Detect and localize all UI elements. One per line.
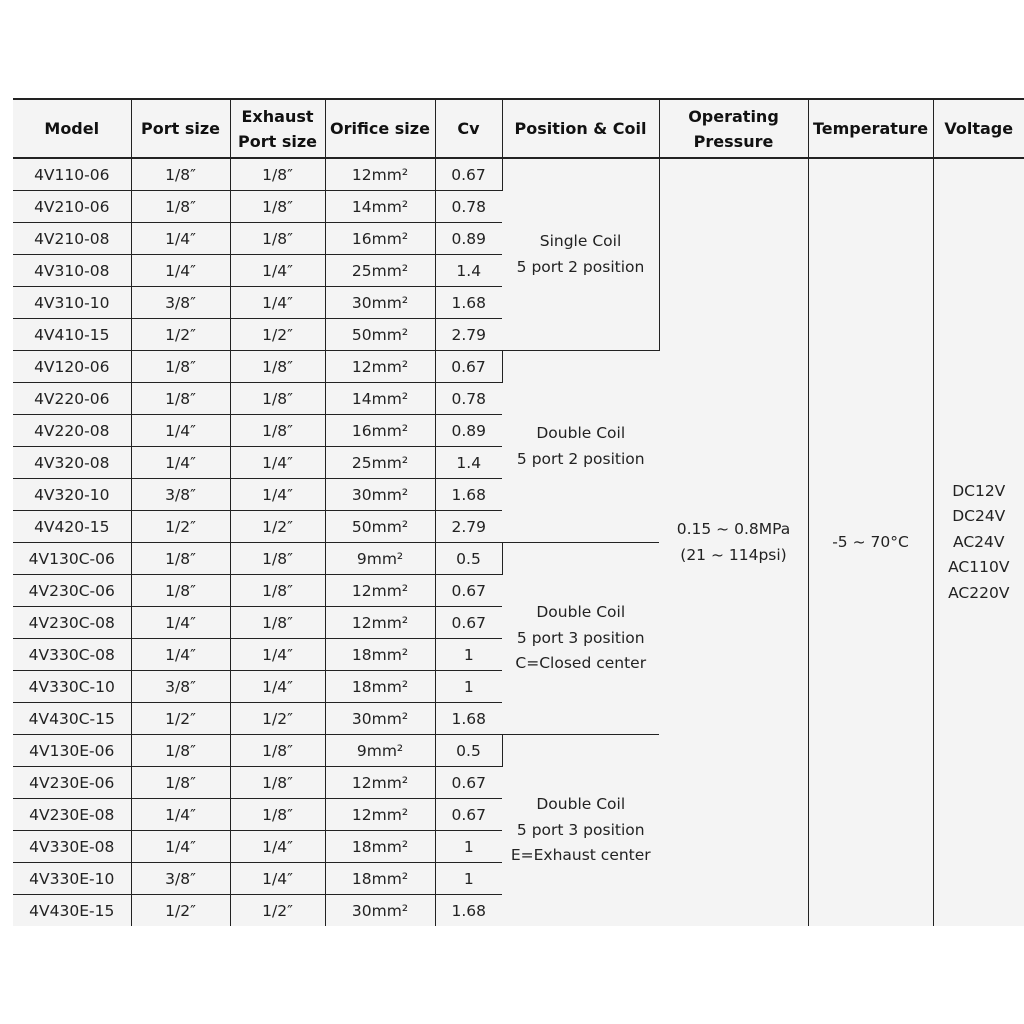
position-coil-line: Double Coil [536,424,626,442]
voltage-line: DC12V [952,481,1006,500]
cv-cell: 1.4 [435,447,502,479]
model-cell: 4V310-08 [13,255,131,287]
port-size-cell: 1/4″ [131,607,230,639]
orifice-size-cell: 12mm² [325,767,435,799]
position-coil-line: 5 port 3 position [516,820,645,839]
cv-cell: 0.67 [435,351,502,383]
operating-pressure-cell [659,158,808,926]
position-coil-line: 5 port 2 position [516,257,645,276]
model-cell: 4V110-06 [13,158,131,191]
orifice-size-cell: 30mm² [325,479,435,511]
header-exhaust-line-2: Port size [238,131,317,151]
port-size-cell: 1/8″ [131,351,230,383]
orifice-size-cell: 14mm² [325,191,435,223]
exhaust-port-cell: 1/4″ [230,863,325,895]
exhaust-port-cell: 1/8″ [230,158,325,191]
exhaust-port-cell: 1/8″ [230,767,325,799]
port-size-cell: 1/4″ [131,255,230,287]
cv-cell: 0.78 [435,383,502,415]
operating-pressure-line: (21 ~ 114psi) [680,545,787,564]
model-cell: 4V410-15 [13,319,131,351]
position-coil-line: Single Coil [539,232,622,250]
cv-cell: 0.67 [435,799,502,831]
cv-cell: 1 [435,831,502,863]
cv-cell: 0.5 [435,735,502,767]
orifice-size-cell: 14mm² [325,383,435,415]
orifice-size-cell: 18mm² [325,671,435,703]
exhaust-port-cell: 1/4″ [230,671,325,703]
header-temperature: Temperature [808,99,933,158]
exhaust-port-cell: 1/4″ [230,479,325,511]
position-coil-line: C=Closed center [515,654,647,673]
header-operating-pressure [659,99,808,158]
port-size-cell: 1/4″ [131,639,230,671]
header-position-coil: Position & Coil [502,99,659,158]
cv-cell: 1.4 [435,255,502,287]
cv-cell: 1 [435,639,502,671]
port-size-cell: 3/8″ [131,287,230,319]
orifice-size-cell: 16mm² [325,415,435,447]
model-cell: 4V210-06 [13,191,131,223]
header-pressure-line-1: Operating [688,106,779,126]
exhaust-port-cell: 1/8″ [230,415,325,447]
exhaust-port-cell: 1/8″ [230,607,325,639]
model-cell: 4V330E-10 [13,863,131,895]
header-model: Model [13,99,131,158]
orifice-size-cell: 18mm² [325,639,435,671]
model-cell: 4V130C-06 [13,543,131,575]
port-size-cell: 1/2″ [131,511,230,543]
model-cell: 4V330C-10 [13,671,131,703]
model-cell: 4V420-15 [13,511,131,543]
model-cell: 4V310-10 [13,287,131,319]
model-cell: 4V230C-06 [13,575,131,607]
exhaust-port-cell: 1/8″ [230,191,325,223]
orifice-size-cell: 50mm² [325,319,435,351]
header-exhaust-port-size [230,99,325,158]
model-cell: 4V330C-08 [13,639,131,671]
cv-cell: 0.67 [435,158,502,191]
port-size-cell: 1/4″ [131,447,230,479]
port-size-cell: 1/8″ [131,158,230,191]
orifice-size-cell: 30mm² [325,287,435,319]
cv-cell: 2.79 [435,511,502,543]
header-row [13,99,1024,158]
exhaust-port-cell: 1/2″ [230,703,325,735]
orifice-size-cell: 12mm² [325,158,435,191]
model-cell: 4V120-06 [13,351,131,383]
orifice-size-cell: 12mm² [325,607,435,639]
port-size-cell: 1/2″ [131,895,230,927]
port-size-cell: 3/8″ [131,671,230,703]
orifice-size-cell: 9mm² [325,735,435,767]
orifice-size-cell: 30mm² [325,703,435,735]
model-cell: 4V320-10 [13,479,131,511]
cv-cell: 1.68 [435,287,502,319]
model-cell: 4V330E-08 [13,831,131,863]
orifice-size-cell: 9mm² [325,543,435,575]
position-coil-line: Double Coil [536,603,626,622]
temperature-cell: -5 ~ 70°C [808,158,933,926]
port-size-cell: 1/8″ [131,767,230,799]
voltage-line: DC24V [952,507,1006,526]
voltage-line: AC24V [953,532,1005,551]
orifice-size-cell: 12mm² [325,575,435,607]
model-cell: 4V430E-15 [13,895,131,927]
position-coil-line: 5 port 3 position [516,628,645,647]
position-coil-cell [502,158,659,351]
position-coil-cell [502,351,659,543]
cv-cell: 0.67 [435,607,502,639]
header-port-size: Port size [131,99,230,158]
port-size-cell: 1/8″ [131,543,230,575]
cv-cell: 1.68 [451,901,486,920]
voltage-line: AC220V [948,583,1010,602]
orifice-size-cell: 25mm² [325,447,435,479]
model-cell: 4V220-08 [13,415,131,447]
port-size-cell: 1/8″ [131,575,230,607]
exhaust-port-cell: 1/4″ [230,255,325,287]
exhaust-port-cell: 1/4″ [230,639,325,671]
port-size-cell: 1/2″ [131,703,230,735]
port-size-cell: 1/8″ [131,191,230,223]
model-cell: 4V130E-06 [13,735,131,767]
port-size-cell: 1/4″ [131,415,230,447]
orifice-size-cell: 16mm² [325,223,435,255]
cv-cell: 2.79 [435,319,502,351]
position-coil-line: E=Exhaust center [510,846,651,865]
cv-cell: 1.68 [435,479,502,511]
port-size-cell: 1/4″ [131,831,230,863]
model-cell: 4V430C-15 [13,703,131,735]
table-row [13,158,1024,191]
position-coil-cell [502,735,659,927]
exhaust-port-cell: 1/8″ [230,543,325,575]
port-size-cell: 1/4″ [131,799,230,831]
header-exhaust-line-1: Exhaust [241,106,314,126]
port-size-cell: 1/2″ [131,319,230,351]
exhaust-port-cell: 1/2″ [230,895,325,927]
exhaust-port-cell: 1/4″ [230,447,325,479]
model-cell: 4V230E-06 [13,767,131,799]
exhaust-port-cell: 1/4″ [230,831,325,863]
position-coil-line: 5 port 2 position [516,449,645,468]
exhaust-port-cell: 1/8″ [230,383,325,415]
orifice-size-cell: 18mm² [325,863,435,895]
exhaust-port-cell: 1/2″ [230,319,325,351]
port-size-cell: 1/8″ [131,735,230,767]
header-orifice-size: Orifice size [325,99,435,158]
orifice-size-cell: 25mm² [325,255,435,287]
model-cell: 4V230C-08 [13,607,131,639]
exhaust-port-cell: 1/2″ [230,511,325,543]
model-cell: 4V220-06 [13,383,131,415]
orifice-size-cell: 50mm² [325,511,435,543]
valve-spec-table [13,98,1024,926]
model-cell: 4V210-08 [13,223,131,255]
model-cell: 4V230E-08 [13,799,131,831]
cv-cell: 1 [435,671,502,703]
port-size-cell: 3/8″ [131,863,230,895]
cv-cell: 0.89 [435,415,502,447]
orifice-size-cell: 12mm² [325,351,435,383]
exhaust-port-cell: 1/8″ [230,735,325,767]
cv-cell: 1 [435,863,502,895]
cv-cell: 0.5 [435,543,502,575]
exhaust-port-cell: 1/4″ [230,287,325,319]
orifice-size-cell: 18mm² [325,831,435,863]
cv-cell: 0.67 [435,767,502,799]
model-cell: 4V320-08 [13,447,131,479]
cv-cell: 1.68 [435,703,502,735]
header-pressure-line-2: Pressure [693,131,774,151]
header-voltage: Voltage [933,99,1024,158]
cv-cell: 0.67 [435,575,502,607]
exhaust-port-cell: 1/8″ [230,351,325,383]
operating-pressure-line: 0.15 ~ 0.8MPa [676,520,791,538]
exhaust-port-cell: 1/8″ [230,799,325,831]
voltage-cell [933,158,1024,926]
orifice-size-cell: 12mm² [325,799,435,831]
port-size-cell: 3/8″ [131,479,230,511]
header-cv: Cv [435,99,502,158]
port-size-cell: 1/8″ [131,383,230,415]
position-coil-cell [502,543,659,735]
orifice-size-cell: 30mm² [325,895,435,927]
cv-cell: 0.89 [435,223,502,255]
voltage-line: AC110V [948,558,1010,577]
position-coil-line: Double Coil [536,795,626,814]
cv-cell: 0.78 [435,191,502,223]
exhaust-port-cell: 1/8″ [230,223,325,255]
exhaust-port-cell: 1/8″ [230,575,325,607]
port-size-cell: 1/4″ [131,223,230,255]
